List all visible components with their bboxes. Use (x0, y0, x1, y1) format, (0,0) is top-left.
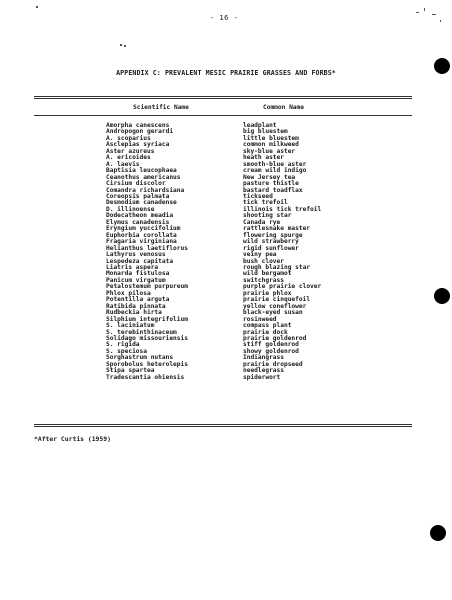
common-name: prairie phlox (243, 289, 292, 297)
scientific-name: Sorghastrum nutans (106, 354, 174, 362)
scientific-name: Monarda fistulosa (106, 270, 170, 278)
scientific-name: Desmodium canadense (106, 199, 177, 207)
scientific-name: S. laciniatum (106, 322, 155, 330)
common-name: rattlesnake master (243, 225, 311, 233)
speck-mark (124, 45, 126, 47)
binder-hole-middle (434, 288, 450, 304)
common-name: sky-blue aster (243, 147, 296, 155)
common-name: cream wild indigo (243, 167, 307, 175)
scientific-name: A. scoparius (106, 134, 151, 142)
common-name: prairie dropseed (243, 360, 303, 368)
scientific-name: Tradescantia ohiensis (106, 373, 185, 381)
scientific-name: Cirsium discolor (106, 180, 166, 188)
common-name: black-eyed susan (243, 309, 303, 317)
common-name: purple prairie clover (243, 283, 322, 291)
common-name: bush clover (243, 257, 284, 265)
common-name: wild bergamot (243, 270, 292, 278)
common-name: rosinweed (243, 315, 277, 323)
scientific-name: S. speciosa (106, 347, 147, 355)
common-name: prairie cinquefoil (243, 296, 311, 304)
common-name: Canada rye (243, 218, 281, 226)
common-name: showy goldenrod (243, 347, 299, 355)
scientific-name: S. rigida (106, 341, 140, 349)
scientific-name: Comandra richardsiana (106, 186, 185, 194)
scientific-name: A. laevis (106, 160, 140, 168)
common-name: tickseed (243, 192, 273, 200)
common-name: stiff goldenrod (243, 341, 299, 349)
speck-mark (120, 44, 122, 46)
scientific-name: D. illinoense (106, 205, 155, 213)
common-name: prairie dock (243, 328, 288, 336)
speck-mark (432, 14, 436, 15)
table-rule-top-double (34, 98, 412, 99)
common-name: yellow coneflower (243, 302, 307, 310)
scientific-name: A. ericoides (106, 154, 151, 162)
common-name: flowering spurge (243, 231, 303, 239)
speck-mark (440, 20, 441, 22)
scientific-name: Solidago missouriensis (106, 334, 188, 342)
common-name: switchgrass (243, 276, 284, 284)
common-name: rough blazing star (243, 263, 311, 271)
scientific-name: Asclepias syriaca (106, 141, 170, 149)
common-name: little bluestem (243, 134, 299, 142)
common-name: common milkweed (243, 141, 299, 149)
scientific-name: Amorpha canescens (106, 122, 170, 129)
common-name: leadplant (243, 122, 277, 129)
scientific-name: Potentilla arguta (106, 296, 170, 304)
scientific-name: Petalostemum purpureum (106, 283, 188, 291)
scientific-name-list (106, 123, 188, 381)
common-name: Indiangrass (243, 354, 284, 362)
common-name: heath aster (243, 154, 284, 162)
table-rule-bottom (34, 424, 412, 425)
scientific-name: Ceanothus americanus (106, 173, 181, 181)
scientific-name: Euphorbia corollata (106, 231, 177, 239)
speck-mark (424, 8, 425, 11)
common-name-list (243, 123, 321, 381)
scientific-name: Liatris aspera (106, 263, 159, 271)
common-name: illinois tick trefoil (243, 205, 322, 213)
scientific-name: Helianthus laetiflorus (106, 244, 188, 252)
speck-mark (416, 12, 419, 13)
scientific-name: Baptisia leucophaea (106, 167, 177, 175)
scientific-name: Elymus canadensis (106, 218, 170, 226)
common-name: tick trefoil (243, 199, 288, 207)
scientific-name: Eryngium yuccifolium (106, 225, 181, 233)
common-name: pasture thistle (243, 180, 299, 188)
scientific-name: Dodecatheon meadia (106, 212, 174, 220)
common-name: compass plant (243, 322, 292, 330)
scientific-name: Stipa spartea (106, 367, 155, 375)
binder-hole-top (434, 58, 450, 74)
scientific-name: Lespedeza capitata (106, 257, 174, 265)
scientific-name: Andropogon gerardi (106, 128, 174, 136)
common-name: big bluestem (243, 128, 288, 136)
scientific-name: Silphium integrifolium (106, 315, 188, 323)
scientific-name: Panicum virgatum (106, 276, 166, 284)
scientific-name: Lathyrus venosus (106, 251, 166, 259)
speck-mark (36, 6, 38, 8)
table-rule-top (34, 96, 412, 97)
scientific-name: Fragaria virginiana (106, 238, 177, 246)
scientific-name: Sporobolus heterolepis (106, 360, 188, 368)
common-name: smooth-blue aster (243, 160, 307, 168)
common-name: shooting star (243, 212, 292, 220)
page-number: - 16 - (210, 14, 239, 22)
common-name: prairie goldenrod (243, 334, 307, 342)
column-header-scientific: Scientific Name (133, 104, 189, 111)
appendix-title: APPENDIX C: PREVALENT MESIC PRAIRIE GRASSES AND FORBS* (116, 69, 336, 77)
common-name: wild strawberry (243, 238, 299, 246)
common-name: rigid sunflower (243, 244, 299, 252)
table-rule-bottom-double (34, 426, 412, 427)
scientific-name: Aster azureus (106, 147, 155, 155)
common-name: veiny pea (243, 251, 277, 259)
common-name: bastard toadflax (243, 186, 303, 194)
common-name: New Jersey tea (243, 173, 296, 181)
scientific-name: Rudbeckia hirta (106, 309, 162, 317)
common-name: needlegrass (243, 367, 284, 375)
scientific-name: Ratibida pinnata (106, 302, 166, 310)
scientific-name: S. terebinthinaceum (106, 328, 177, 336)
footnote: *After Curtis (1959) (34, 435, 111, 443)
table-rule-header (34, 115, 412, 116)
column-header-common: Common Name (263, 104, 304, 111)
scientific-name: Coreopsis palmata (106, 192, 170, 200)
binder-hole-bottom (430, 525, 446, 541)
scientific-name: Phlox pilosa (106, 289, 151, 297)
common-name: spiderwort (243, 373, 281, 381)
